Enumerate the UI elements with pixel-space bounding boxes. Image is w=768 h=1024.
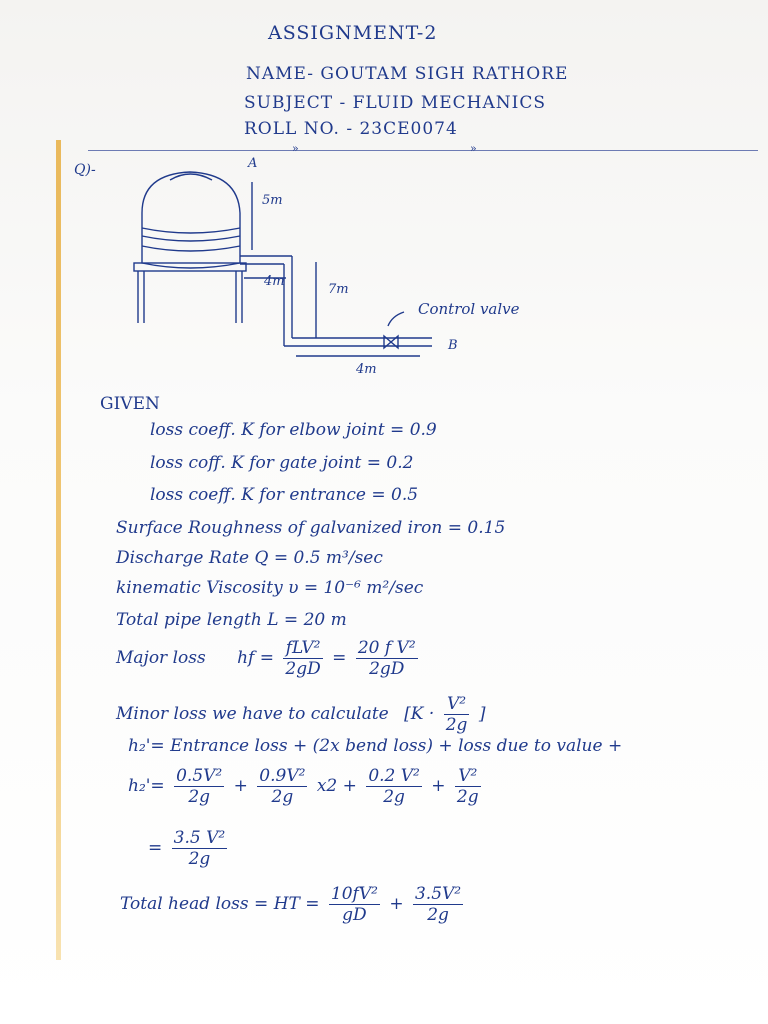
major-loss-row: Major loss hf = $\frac{\text{fLV²}}{2gD}$ = $\frac{\text{20 f V²}}{2gD}$ [116,638,416,679]
tank-cap [170,174,212,180]
separator-mark-right: » [470,142,477,155]
given-line-5: Discharge Rate Q = 0.5 m³/sec [116,548,383,568]
height-top-label: 5m [262,193,283,208]
given-line-4: Surface Roughness of galvanized iron = 0.15 [116,518,506,538]
given-line-1: loss coeff. K for elbow joint = 0.9 [150,420,437,440]
horizontal-bottom-label: 4m [356,362,377,377]
minor-intro-frac: $\frac{\text{V²}}{2g}$ [445,694,468,735]
horizontal-top-label: 4m [264,274,285,289]
major-loss-lhs: hf [237,648,255,668]
total-head-loss: Total head loss = HT = $\frac{\text{10fV²}}{gD}$ + $\frac{\text{3.5V²}}{2g}$ [120,884,462,925]
point-b-label: B [448,338,458,353]
minor-loss-result: = $\frac{\text{3.5 V²}}{2g}$ [148,828,226,869]
student-name: NAME- GOUTAM SIGH RATHORE [246,64,569,84]
header-separator [88,150,758,151]
given-line-6: kinematic Viscosity υ = 10⁻⁶ m²/sec [116,578,424,598]
assignment-title: ASSIGNMENT-2 [268,22,438,44]
major-loss-frac-1: $\frac{\text{fLV²}}{2gD}$ [285,638,321,679]
tank-pipe-diagram [120,158,480,378]
minor-loss-definition: h₂'= Entrance loss + (2x bend loss) + loss due to value + [128,736,623,756]
given-line-7: Total pipe length L = 20 m [116,610,347,630]
minor-term-4: $\frac{\text{V²}}{2g}$ [456,766,479,807]
separator-mark-left: » [292,142,299,155]
minor-term-1: $\frac{\text{0.5V²}}{2g}$ [176,766,223,807]
total-frac-1: $\frac{\text{10fV²}}{gD}$ [330,884,378,925]
question-label: Q)- [74,162,96,178]
roll-number: ROLL NO. - 23CE0074 [244,119,458,139]
valve-label: Control valve [418,300,520,318]
subject-line: SUBJECT - FLUID MECHANICS [244,93,546,113]
margin-line [56,140,61,960]
minor-result-frac: $\frac{\text{3.5 V²}}{2g}$ [173,828,226,869]
minor-loss-expression: h₂'= $\frac{\text{0.5V²}}{2g}$ + $\frac{\text{0.9V²}}{2g}$ x2 + $\frac{\text{0.2 V²}}{2g}$ + $\frac{\text{V²}}{2g}$ [128,766,479,807]
point-a-label: A [248,156,258,171]
minor-loss-intro: Minor loss we have to calculate [K · $\frac{\text{V²}}{2g}$ ] [116,694,486,735]
given-line-3: loss coeff. K for entrance = 0.5 [150,485,419,505]
given-heading: GIVEN [100,394,160,414]
minor-term-2: $\frac{\text{0.9V²}}{2g}$ [259,766,306,807]
minor-term-3: $\frac{\text{0.2 V²}}{2g}$ [368,766,420,807]
major-loss-label: Major loss [116,648,206,668]
tank-body [142,172,240,268]
major-loss-frac-2: $\frac{\text{20 f V²}}{2gD}$ [357,638,416,679]
height-pipe-label: 7m [328,282,349,297]
given-line-2: loss coff. K for gate joint = 0.2 [150,453,414,473]
total-frac-2: $\frac{\text{3.5V²}}{2g}$ [414,884,462,925]
